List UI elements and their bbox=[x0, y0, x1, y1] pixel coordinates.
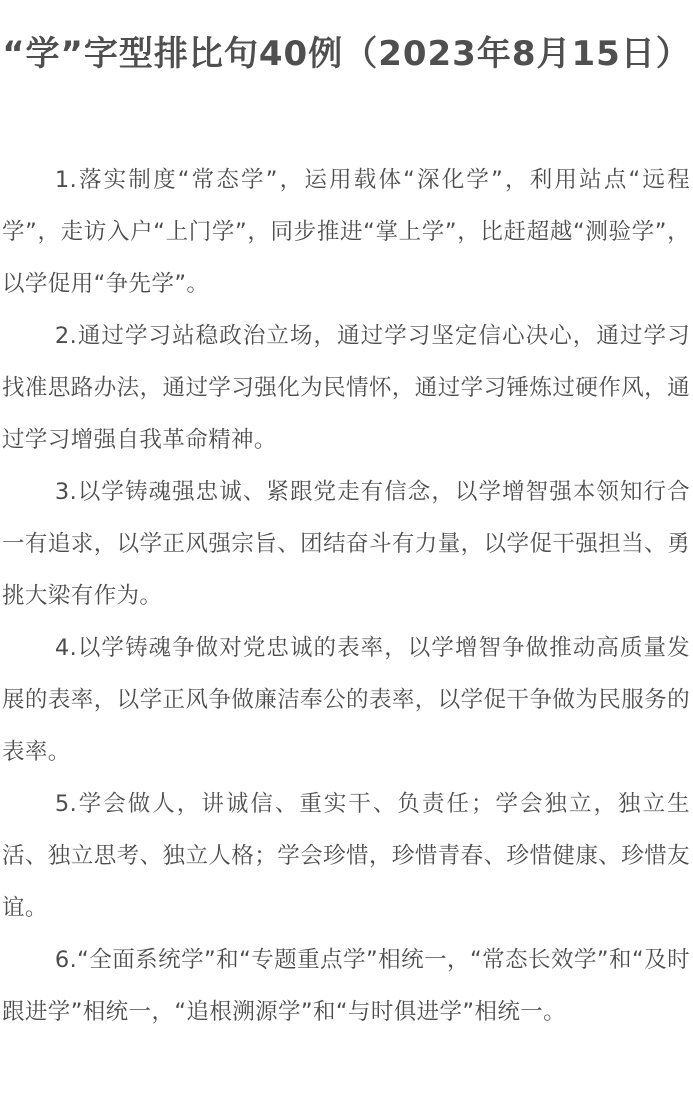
paragraph-4: 4.以学铸魂争做对党忠诚的表率，以学增智争做推动高质量发展的表率，以学正风争做廉洁奉公的表率，以学促干争做为民服务的表率。 bbox=[2, 635, 690, 765]
document-title: “学”字型排比句40例（2023年8月15日） bbox=[2, 34, 691, 74]
paragraph-3: 3.以学铸魂强忠诚、紧跟党走有信念，以学增智强本领知行合一有追求，以学正风强宗旨、团结奋斗有力量，以学促干强担当、勇挑大梁有作为。 bbox=[2, 479, 690, 609]
paragraph-2: 2.通过学习站稳政治立场，通过学习坚定信心决心，通过学习找准思路办法，通过学习强化为民情怀，通过学习锤炼过硬作风，通过学习增强自我革命精神。 bbox=[2, 323, 690, 453]
paragraph-5: 5.学会做人，讲诚信、重实干、负责任；学会独立，独立生活、独立思考、独立人格；学会珍惜，珍惜青春、珍惜健康、珍惜友谊。 bbox=[2, 791, 690, 921]
paragraph-1: 1.落实制度“常态学”，运用载体“深化学”，利用站点“远程学”，走访入户“上门学”，同步推进“掌上学”，比赶超越“测验学”，以学促用“争先学”。 bbox=[2, 167, 690, 297]
paragraph-6: 6.“全面系统学”和“专题重点学”相统一，“常态长效学”和“及时跟进学”相统一，“追根溯源学”和“与时俱进学”相统一。 bbox=[2, 947, 690, 1025]
document-body bbox=[2, 154, 690, 1038]
